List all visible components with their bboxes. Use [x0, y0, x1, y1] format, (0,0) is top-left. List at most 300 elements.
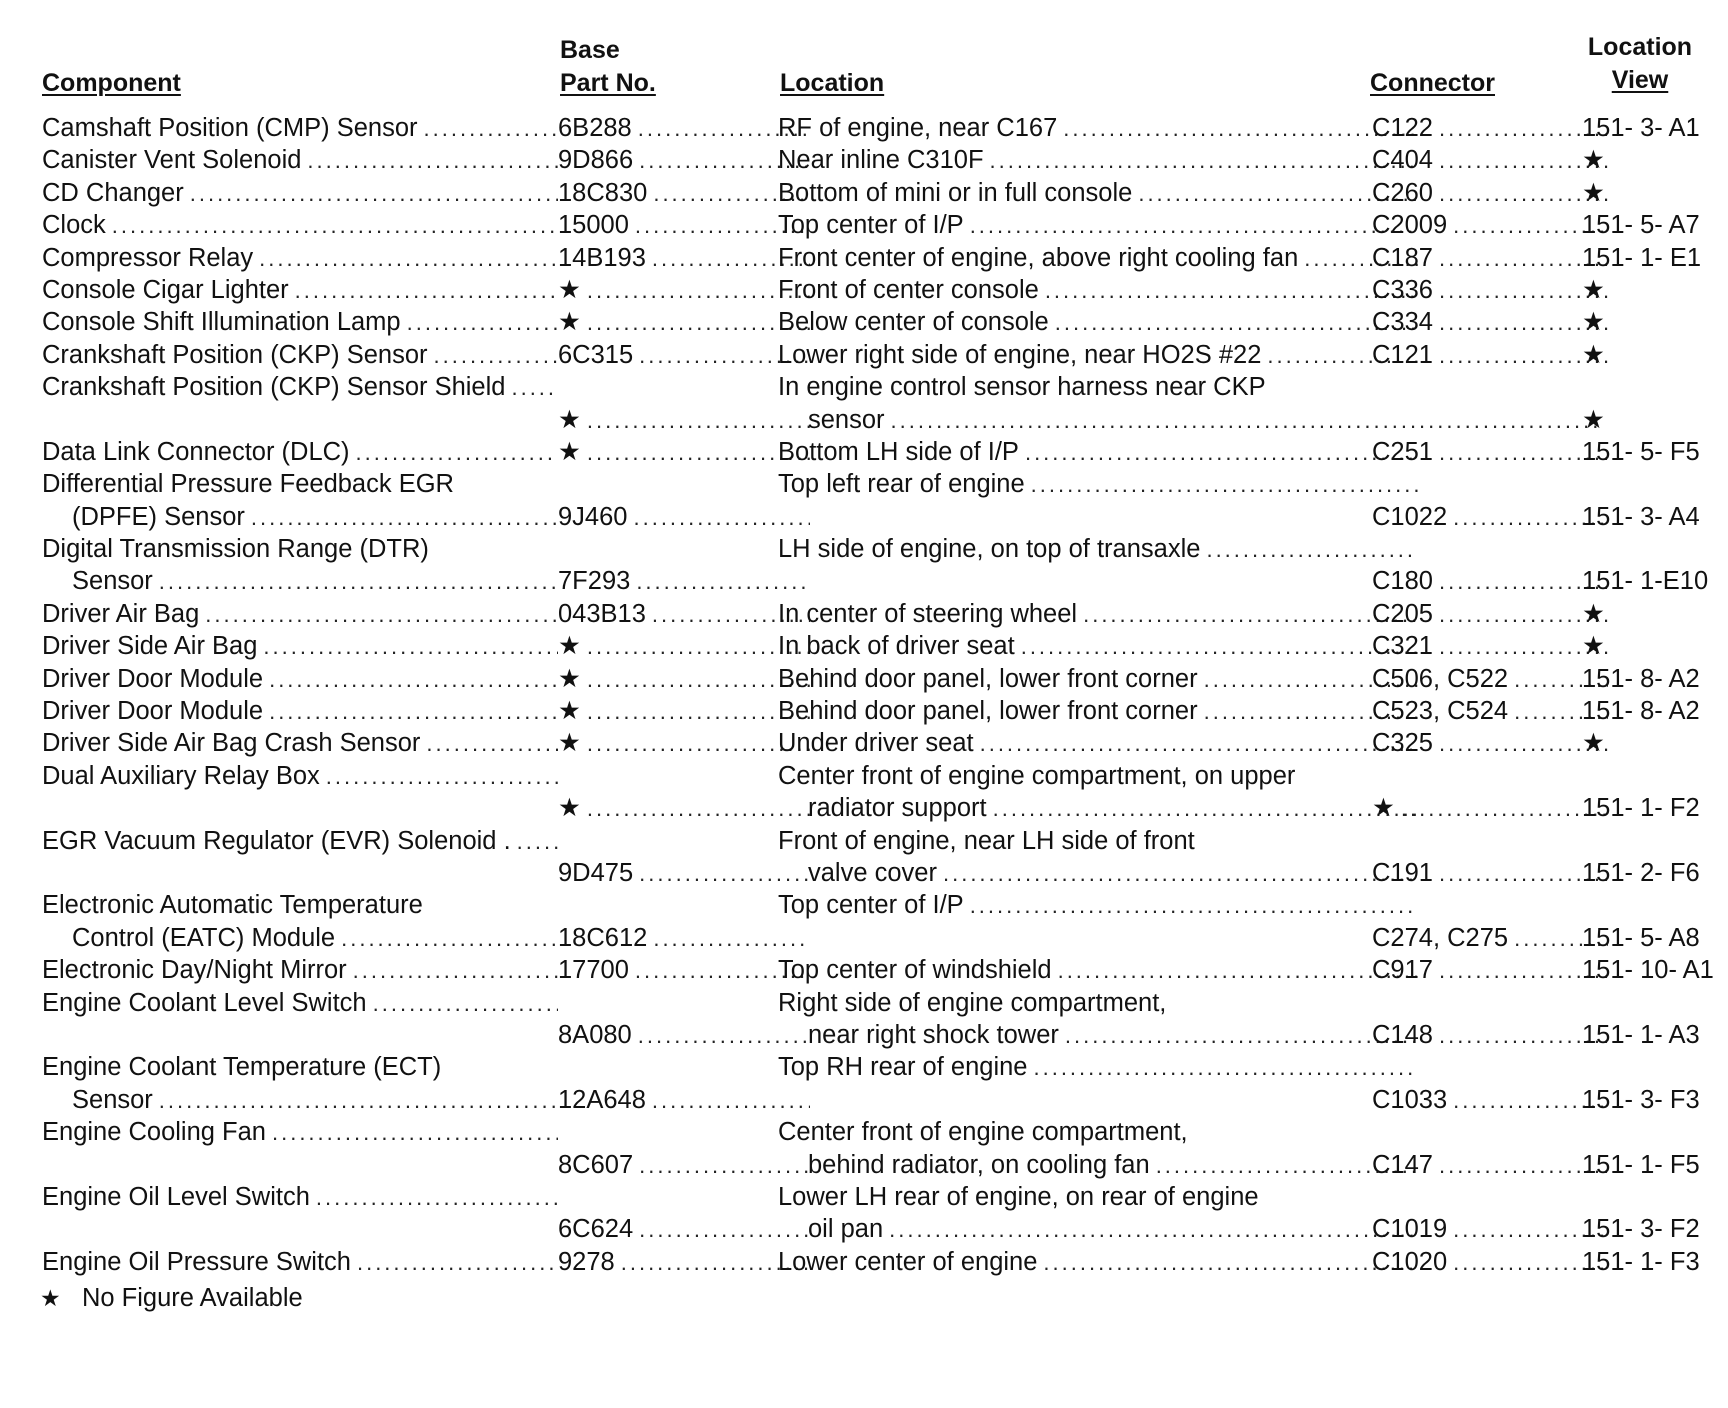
- location-view-cell: [1582, 177, 1728, 209]
- component-cell-text: Electronic Automatic Temperature: [42, 891, 423, 920]
- dot-leader: [1045, 275, 1418, 306]
- location-cell-text: Bottom of mini or in full console: [778, 178, 1133, 207]
- location-view-cell-text: ★: [1582, 275, 1605, 304]
- location-view-cell-text: 151- 1- A3: [1582, 1020, 1700, 1049]
- component-cell-text: (DPFE) Sensor: [72, 502, 245, 531]
- location-cell: [778, 436, 1418, 468]
- location-view-cell-text: ★: [1582, 405, 1605, 434]
- dot-leader: [970, 210, 1418, 241]
- location-cell-text: Top center of windshield: [778, 956, 1052, 985]
- location-cell: [778, 598, 1418, 630]
- location-cell: [778, 468, 1418, 500]
- part-number-cell: [558, 339, 810, 371]
- location-cell: [778, 112, 1418, 144]
- location-view-cell: [1582, 112, 1728, 144]
- dot-leader: [517, 826, 558, 857]
- dot-leader: [636, 566, 810, 597]
- part-number-cell: [558, 663, 810, 695]
- location-cell: [778, 663, 1418, 695]
- location-cell: [778, 727, 1418, 759]
- connector-cell: [1372, 274, 1608, 306]
- dot-leader: [1063, 113, 1418, 144]
- header-connector: [1370, 67, 1495, 100]
- dot-leader: [993, 793, 1418, 824]
- connector-cell-text: C506, C522: [1372, 664, 1509, 693]
- part-number-cell-text: 7F293: [558, 567, 631, 596]
- dot-leader: [587, 405, 810, 436]
- location-cell: [778, 242, 1418, 274]
- component-cell-text: Crankshaft Position (CKP) Sensor Shield: [42, 373, 506, 402]
- part-number-cell-text: 9J460: [558, 502, 628, 531]
- location-cell-text: Front of center console: [778, 275, 1039, 304]
- table-row-line: [42, 825, 1722, 857]
- location-cell: [778, 1019, 1418, 1051]
- dot-leader: [587, 793, 810, 824]
- location-cell: [778, 209, 1418, 241]
- location-cell-text: In engine control sensor harness near CKP: [778, 373, 1266, 402]
- connector-cell: [1372, 436, 1608, 468]
- dot-leader: [190, 178, 558, 209]
- part-number-cell-text: 8C607: [558, 1150, 634, 1179]
- dot-leader: [1083, 599, 1418, 630]
- location-cell-text: oil pan: [808, 1215, 884, 1244]
- location-cell: [778, 954, 1418, 986]
- location-cell-text: Behind door panel, lower front corner: [778, 697, 1198, 726]
- connector-cell-text: C404: [1372, 146, 1433, 175]
- location-cell-text: Lower LH rear of engine, on rear of engine: [778, 1182, 1259, 1211]
- table-row: [42, 468, 1722, 533]
- table-row-line: [42, 565, 1722, 597]
- dot-leader: [159, 566, 558, 597]
- location-cell-text: Center front of engine compartment,: [778, 1118, 1188, 1147]
- dot-leader: [587, 307, 810, 338]
- part-number-cell-text: 9D475: [558, 858, 634, 887]
- connector-cell-text: C523, C524: [1372, 697, 1509, 726]
- dot-leader: [259, 243, 558, 274]
- header-location-label: Location: [780, 69, 885, 97]
- location-view-cell-text: 151- 8- A2: [1582, 697, 1700, 726]
- location-cell: [778, 371, 1418, 403]
- footnote-text: No Figure Available: [82, 1284, 303, 1312]
- dot-leader: [943, 858, 1418, 889]
- location-view-cell: [1582, 1246, 1728, 1278]
- part-number-cell-text: ★: [558, 632, 581, 661]
- dot-leader: [633, 502, 810, 533]
- part-number-cell-text: 6C315: [558, 340, 634, 369]
- component-cell: [42, 177, 558, 209]
- table-row: [42, 274, 1722, 306]
- dot-leader: [1055, 307, 1418, 338]
- component-cell-text: Differential Pressure Feedback EGR: [42, 470, 454, 499]
- component-cell-text: Electronic Day/Night Mirror: [42, 956, 347, 985]
- connector-cell-text: C1033: [1372, 1085, 1448, 1114]
- component-cell: [42, 468, 558, 500]
- part-number-cell-text: ★: [558, 794, 581, 823]
- component-cell: [42, 663, 558, 695]
- connector-cell: [1372, 857, 1608, 889]
- connector-cell-text: C917: [1372, 956, 1433, 985]
- component-cell-text: Console Shift Illumination Lamp: [42, 308, 401, 337]
- location-view-cell: [1582, 857, 1728, 889]
- connector-cell: [1372, 565, 1608, 597]
- component-cell: [42, 1051, 558, 1083]
- location-view-cell: [1582, 1084, 1728, 1116]
- part-number-cell: [558, 209, 810, 241]
- location-cell-text: In back of driver seat: [778, 632, 1015, 661]
- table-row: [42, 889, 1722, 954]
- table-row-line: [42, 1116, 1722, 1148]
- location-view-cell-text: 151- 3- A1: [1582, 114, 1700, 142]
- location-view-cell: [1582, 274, 1728, 306]
- component-cell: [42, 825, 558, 857]
- connector-cell: [1372, 501, 1608, 533]
- dot-leader: [251, 502, 558, 533]
- dot-leader: [341, 923, 558, 954]
- connector-cell-text: C336: [1372, 275, 1433, 304]
- location-cell-text: RF of engine, near C167: [778, 114, 1058, 142]
- location-view-cell-text: ★: [1582, 632, 1605, 661]
- part-number-cell-text: 18C612: [558, 923, 648, 952]
- location-cell-text: Top left rear of engine: [778, 470, 1025, 499]
- location-cell: [778, 274, 1418, 306]
- header-location: [780, 67, 884, 100]
- connector-cell-text: C274, C275: [1372, 923, 1509, 952]
- connector-cell-text: C251: [1372, 437, 1433, 466]
- table-row: [42, 436, 1722, 468]
- location-cell-text: Near inline C310F: [778, 146, 984, 175]
- part-number-cell-text: ★: [558, 664, 581, 693]
- component-cell-text: Camshaft Position (CMP) Sensor: [42, 114, 418, 142]
- table-row-line: [42, 630, 1722, 662]
- location-cell: [778, 695, 1418, 727]
- part-number-cell: [558, 598, 810, 630]
- table-row: [42, 144, 1722, 176]
- location-cell-text: Top center of I/P: [778, 891, 964, 920]
- location-view-cell: [1582, 1019, 1728, 1051]
- component-cell: [42, 306, 558, 338]
- table-row-line: [42, 306, 1722, 338]
- table-row: [42, 695, 1722, 727]
- location-cell: [778, 1246, 1418, 1278]
- table-row: [42, 598, 1722, 630]
- location-cell-text: Front center of engine, above right cooling fan: [778, 243, 1299, 272]
- table-row-line: [42, 1084, 1722, 1116]
- part-number-cell: [558, 565, 810, 597]
- component-cell-text: Engine Cooling Fan: [42, 1118, 266, 1147]
- part-number-cell-text: 12A648: [558, 1085, 646, 1114]
- table-row: [42, 663, 1722, 695]
- location-cell: [778, 533, 1418, 565]
- table-row-line: [42, 727, 1722, 759]
- location-cell: [778, 1213, 1418, 1245]
- footnote: [40, 1282, 303, 1314]
- component-cell-text: Driver Door Module: [42, 664, 264, 693]
- dot-leader: [1206, 534, 1418, 565]
- part-number-cell: [558, 1149, 810, 1181]
- location-view-cell: [1582, 598, 1728, 630]
- location-cell-text: Bottom LH side of I/P: [778, 437, 1019, 466]
- location-view-cell: [1582, 792, 1728, 824]
- component-cell-text: Canister Vent Solenoid: [42, 146, 302, 175]
- part-number-cell-text: 8A080: [558, 1020, 632, 1049]
- connector-cell: [1372, 209, 1608, 241]
- location-cell: [778, 177, 1418, 209]
- location-view-cell: [1582, 663, 1728, 695]
- dot-leader: [970, 890, 1418, 921]
- dot-leader: [652, 1085, 810, 1116]
- dot-leader: [316, 1182, 558, 1213]
- part-number-cell: [558, 306, 810, 338]
- connector-cell-text: C148: [1372, 1020, 1433, 1049]
- table-row-line: [42, 1246, 1722, 1278]
- part-number-cell: [558, 792, 810, 824]
- component-cell: [42, 695, 558, 727]
- component-cell: [42, 501, 558, 533]
- component-cell-text: Dual Auxiliary Relay Box: [42, 761, 320, 790]
- table-row: [42, 1116, 1722, 1181]
- connector-cell: [1372, 177, 1608, 209]
- location-cell-text: LH side of engine, on top of transaxle: [778, 535, 1201, 564]
- component-cell: [42, 1116, 558, 1148]
- dot-leader: [272, 1117, 558, 1148]
- dot-leader: [1025, 437, 1418, 468]
- table-row-line: [42, 371, 1722, 403]
- dot-leader: [587, 437, 810, 468]
- table-row: [42, 242, 1722, 274]
- location-view-cell-text: 151- 1- F5: [1582, 1150, 1700, 1179]
- location-view-cell: [1582, 630, 1728, 662]
- location-cell: [778, 987, 1418, 1019]
- header-component: [42, 67, 181, 100]
- component-cell: [42, 242, 558, 274]
- header-component-label: Component: [42, 69, 181, 97]
- location-view-cell: [1582, 404, 1728, 436]
- connector-cell: [1372, 144, 1608, 176]
- location-view-cell-text: 151- 5- F5: [1582, 437, 1700, 466]
- component-cell-text: Console Cigar Lighter: [42, 275, 289, 304]
- location-view-cell: [1582, 565, 1728, 597]
- dot-leader: [889, 1214, 1418, 1245]
- part-number-cell-text: ★: [558, 275, 581, 304]
- location-cell: [778, 1181, 1418, 1213]
- table-row-line: [42, 339, 1722, 371]
- table-row: [42, 987, 1722, 1052]
- dot-leader: [980, 728, 1418, 759]
- location-cell-text: Front of engine, near LH side of front: [778, 826, 1195, 855]
- location-view-cell-text: ★: [1582, 308, 1605, 337]
- component-cell-text: Driver Side Air Bag Crash Sensor: [42, 729, 421, 758]
- table-row-line: [42, 209, 1722, 241]
- component-cell: [42, 1084, 558, 1116]
- connector-cell-text: C205: [1372, 599, 1433, 628]
- table-row-line: [42, 533, 1722, 565]
- table-row-line: [42, 274, 1722, 306]
- component-cell: [42, 436, 558, 468]
- component-cell: [42, 209, 558, 241]
- part-number-cell: [558, 630, 810, 662]
- dot-leader: [587, 631, 810, 662]
- location-view-cell-text: ★: [1582, 729, 1605, 758]
- part-number-cell: [558, 1246, 810, 1278]
- location-view-cell: [1582, 436, 1728, 468]
- table-row-line: [42, 501, 1722, 533]
- component-cell: [42, 630, 558, 662]
- component-cell: [42, 922, 558, 954]
- dot-leader: [587, 696, 810, 727]
- table-row: [42, 1181, 1722, 1246]
- location-cell: [778, 825, 1418, 857]
- component-cell-text: Engine Coolant Level Switch: [42, 988, 367, 1017]
- connector-cell: [1372, 339, 1608, 371]
- connector-cell: [1372, 663, 1608, 695]
- component-cell-text: Data Link Connector (DLC): [42, 437, 350, 466]
- dot-leader: [263, 631, 558, 662]
- location-view-cell-text: 151- 5- A8: [1582, 923, 1700, 952]
- table-row-line: [42, 1019, 1722, 1051]
- dot-leader: [587, 275, 810, 306]
- dot-leader: [1031, 469, 1418, 500]
- location-cell: [778, 339, 1418, 371]
- location-cell: [778, 1116, 1418, 1148]
- connector-cell: [1372, 792, 1608, 824]
- component-cell-text: Clock: [42, 211, 106, 240]
- part-number-cell-text: 043B13: [558, 599, 646, 628]
- location-cell-text: valve cover: [808, 858, 937, 887]
- location-view-cell-text: 151- 3- F3: [1582, 1085, 1700, 1114]
- location-view-cell: [1582, 695, 1728, 727]
- location-view-cell-text: 151- 1-E10: [1582, 567, 1709, 596]
- parts-table: [42, 112, 1722, 1278]
- location-view-cell-text: ★: [1582, 178, 1605, 207]
- table-row-line: [42, 598, 1722, 630]
- dot-leader: [326, 761, 558, 792]
- part-number-cell-text: ★: [558, 405, 581, 434]
- connector-cell-text: C325: [1372, 729, 1433, 758]
- part-number-cell: [558, 922, 810, 954]
- location-view-cell-text: 151- 5- A7: [1582, 211, 1700, 240]
- location-view-cell: [1582, 954, 1728, 986]
- connector-cell: [1372, 306, 1608, 338]
- location-view-cell-text: 151- 1- F3: [1582, 1247, 1700, 1276]
- dot-leader: [353, 955, 558, 986]
- connector-cell-text: C122: [1372, 114, 1433, 142]
- location-cell: [778, 889, 1418, 921]
- dot-leader: [426, 728, 558, 759]
- table-row-line: [42, 695, 1722, 727]
- component-cell: [42, 371, 558, 403]
- table-row: [42, 533, 1722, 598]
- component-cell: [42, 760, 558, 792]
- table-row: [42, 306, 1722, 338]
- component-cell-text: Engine Coolant Temperature (ECT): [42, 1053, 442, 1082]
- location-cell-text: Behind door panel, lower front corner: [778, 664, 1198, 693]
- part-number-cell-text: ★: [558, 308, 581, 337]
- component-cell-text: EGR Vacuum Regulator (EVR) Solenoid .: [42, 826, 511, 855]
- dot-leader: [434, 340, 559, 371]
- part-number-cell: [558, 954, 810, 986]
- location-view-cell-text: ★: [1582, 340, 1605, 369]
- part-number-cell: [558, 501, 810, 533]
- location-view-cell: [1582, 306, 1728, 338]
- table-row-line: [42, 760, 1722, 792]
- table-row-line: [42, 1149, 1722, 1181]
- table-row: [42, 760, 1722, 825]
- dot-leader: [269, 664, 558, 695]
- connector-cell: [1372, 630, 1608, 662]
- part-number-cell: [558, 1213, 810, 1245]
- location-view-cell-text: 151- 8- A2: [1582, 664, 1700, 693]
- dot-leader: [373, 988, 558, 1019]
- location-cell-text: Right side of engine compartment,: [778, 988, 1167, 1017]
- location-cell-text: Top RH rear of engine: [778, 1053, 1028, 1082]
- table-row-line: [42, 1181, 1722, 1213]
- part-number-cell-text: 18C830: [558, 178, 648, 207]
- component-cell-text: Driver Air Bag: [42, 599, 200, 628]
- header-location-view: [1580, 31, 1700, 97]
- component-cell-text: Driver Door Module: [42, 697, 264, 726]
- dot-leader: [990, 145, 1418, 176]
- location-view-cell: [1582, 209, 1728, 241]
- component-cell-text: Sensor: [72, 567, 153, 596]
- connector-cell-text: ★: [1372, 794, 1395, 823]
- table-row: [42, 209, 1722, 241]
- header-part-bottom: Part No.: [560, 69, 656, 97]
- component-cell: [42, 144, 558, 176]
- component-cell-text: Driver Side Air Bag: [42, 632, 258, 661]
- connector-cell: [1372, 1019, 1608, 1051]
- header-part-number: [560, 34, 656, 100]
- table-row: [42, 1246, 1722, 1278]
- location-cell: [778, 144, 1418, 176]
- connector-cell: [1372, 1246, 1608, 1278]
- location-cell-text: Center front of engine compartment, on upper: [778, 761, 1296, 790]
- location-view-cell: [1582, 1213, 1728, 1245]
- connector-cell: [1372, 954, 1608, 986]
- dot-leader: [511, 372, 558, 403]
- location-cell-text: In center of steering wheel: [778, 599, 1078, 628]
- part-number-cell: [558, 112, 810, 144]
- location-cell: [778, 760, 1418, 792]
- connector-cell-text: C321: [1372, 632, 1433, 661]
- location-cell-text: Below center of console: [778, 308, 1049, 337]
- component-cell: [42, 727, 558, 759]
- part-number-cell-text: ★: [558, 437, 581, 466]
- part-number-cell: [558, 177, 810, 209]
- location-cell-text: Lower right side of engine, near HO2S #22: [778, 340, 1262, 369]
- table-row-line: [42, 112, 1722, 144]
- table-row: [42, 1051, 1722, 1116]
- table-row-line: [42, 436, 1722, 468]
- dot-leader: [1043, 1247, 1418, 1278]
- connector-cell-text: C334: [1372, 308, 1433, 337]
- table-row: [42, 727, 1722, 759]
- component-cell: [42, 339, 558, 371]
- component-cell-text: Digital Transmission Range (DTR): [42, 535, 429, 564]
- component-cell: [42, 1181, 558, 1213]
- location-view-cell-text: 151- 10- A1: [1582, 956, 1714, 985]
- table-row-line: [42, 987, 1722, 1019]
- location-cell: [778, 404, 1600, 436]
- location-cell-text: Under driver seat: [778, 729, 974, 758]
- connector-cell-text: C1019: [1372, 1215, 1448, 1244]
- table-row: [42, 112, 1722, 144]
- dot-leader: [269, 696, 558, 727]
- part-number-cell: [558, 857, 810, 889]
- component-cell-text: Control (EATC) Module: [72, 923, 336, 952]
- location-cell: [778, 306, 1418, 338]
- connector-cell: [1372, 242, 1608, 274]
- part-number-cell: [558, 242, 810, 274]
